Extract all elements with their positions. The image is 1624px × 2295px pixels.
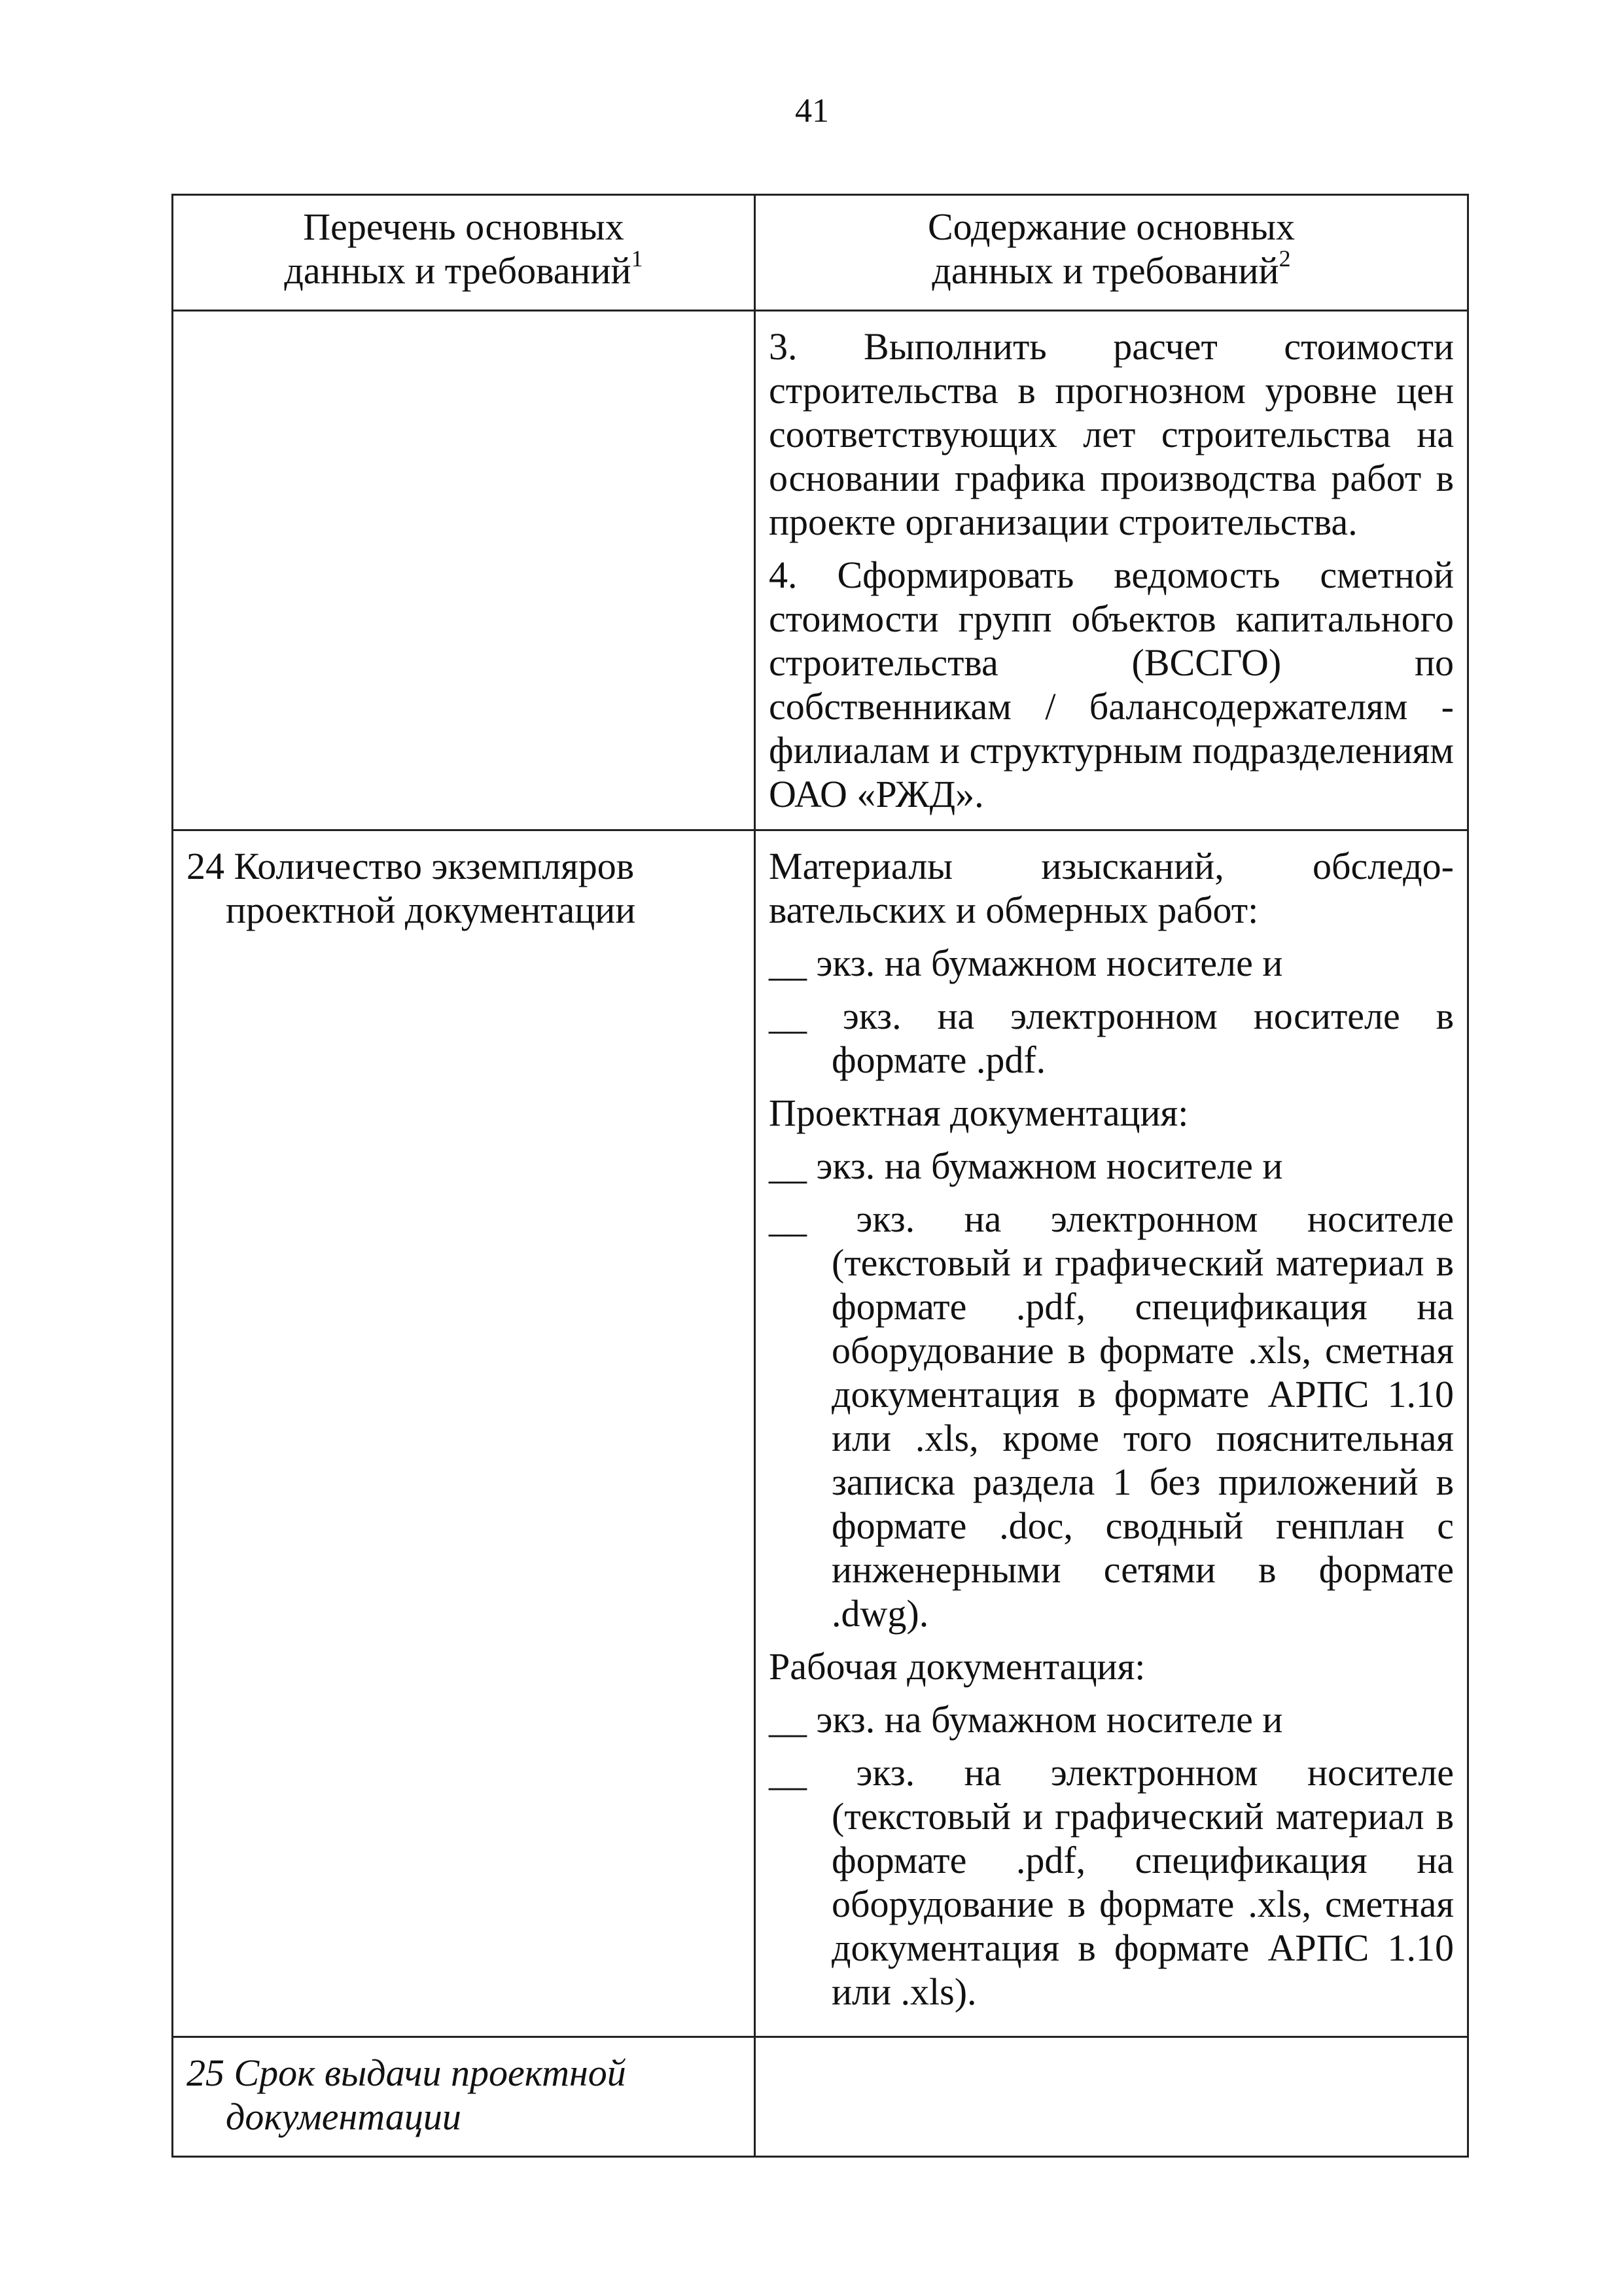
- materials-electronic-copies: __ экз. на электронном носителе в формате .pdf.: [769, 995, 1454, 1081]
- materials-paper-copies: __ экз. на бумажном носителе и: [769, 942, 1283, 984]
- item-4-text: 4. Сформировать ведомость сметной стоимости групп объектов капитального строительства (ВССГО) по собственникам / балансодержателям - филиалам и структурным подразделениям ОАО «РЖД».: [769, 554, 1454, 815]
- requirements-table: [171, 194, 1469, 2158]
- item-3-text: 3. Выполнить расчет стоимости строительства в прогнозном уровне цен соответствующих лет строительства на основании графика производства работ в проекте организации строительства.: [769, 325, 1454, 543]
- project-electronic-copies: __ экз. на электронном носителе (текстовый и графический материал в формате .pdf, спецификация на оборудование в формате .xls, сметная документация в формате АРПС 1.10 или .xls, кроме того пояснительная записка раздела 1 без приложений в формате .doc, сводный генплан с инженерными сетями в формате .dwg).: [769, 1198, 1454, 1635]
- header-cell-list: [173, 195, 755, 311]
- header-list-line1: Перечень основных: [303, 205, 624, 248]
- project-docs-heading: Проектная документация:: [769, 1092, 1189, 1134]
- table-row-24: [173, 830, 1468, 2037]
- footnote-mark-1: 1: [631, 245, 643, 272]
- table-row-continuation: [173, 311, 1468, 830]
- header-cell-content: [755, 195, 1468, 311]
- working-paper-copies: __ экз. на бумажном носителе и: [769, 1698, 1283, 1741]
- row-24-label-cell: [173, 830, 755, 2037]
- page-number: 41: [795, 92, 829, 130]
- working-docs-heading: Рабочая документация:: [769, 1645, 1146, 1688]
- row-25-label-line2: документации: [226, 2095, 461, 2138]
- header-content-text: данных и требований: [932, 249, 1279, 292]
- header-content-line2: [769, 245, 1454, 293]
- materials-heading: Материалы изысканий, обследо-вательских и обмерных работ:: [769, 845, 1454, 931]
- row-25-content-cell: [755, 2037, 1468, 2157]
- row-24-label-line2: проектной документации: [226, 889, 636, 931]
- project-paper-copies: __ экз. на бумажном носителе и: [769, 1145, 1283, 1187]
- row-25-label-line1: 25 Срок выдачи проектной: [186, 2052, 626, 2094]
- continuation-content-cell: [755, 311, 1468, 830]
- row-24-label-line1: 24 Количество экземпляров: [186, 845, 635, 887]
- working-electronic-copies: __ экз. на электронном носителе (текстовый и графический материал в формате .pdf, спецификация на оборудование в формате .xls, сметная документация в формате АРПС 1.10 или .xls).: [769, 1751, 1454, 2013]
- row-24-content-cell: [755, 830, 1468, 2037]
- header-list-line2: [186, 245, 741, 293]
- footnote-mark-2: 2: [1279, 245, 1291, 272]
- row-25-label-cell: [173, 2037, 755, 2157]
- continuation-label-cell: [173, 311, 755, 830]
- header-content-line1: Содержание основных: [927, 205, 1296, 248]
- table-header-row: [173, 195, 1468, 311]
- table-row-25: [173, 2037, 1468, 2157]
- header-list-text: данных и требований: [284, 249, 631, 292]
